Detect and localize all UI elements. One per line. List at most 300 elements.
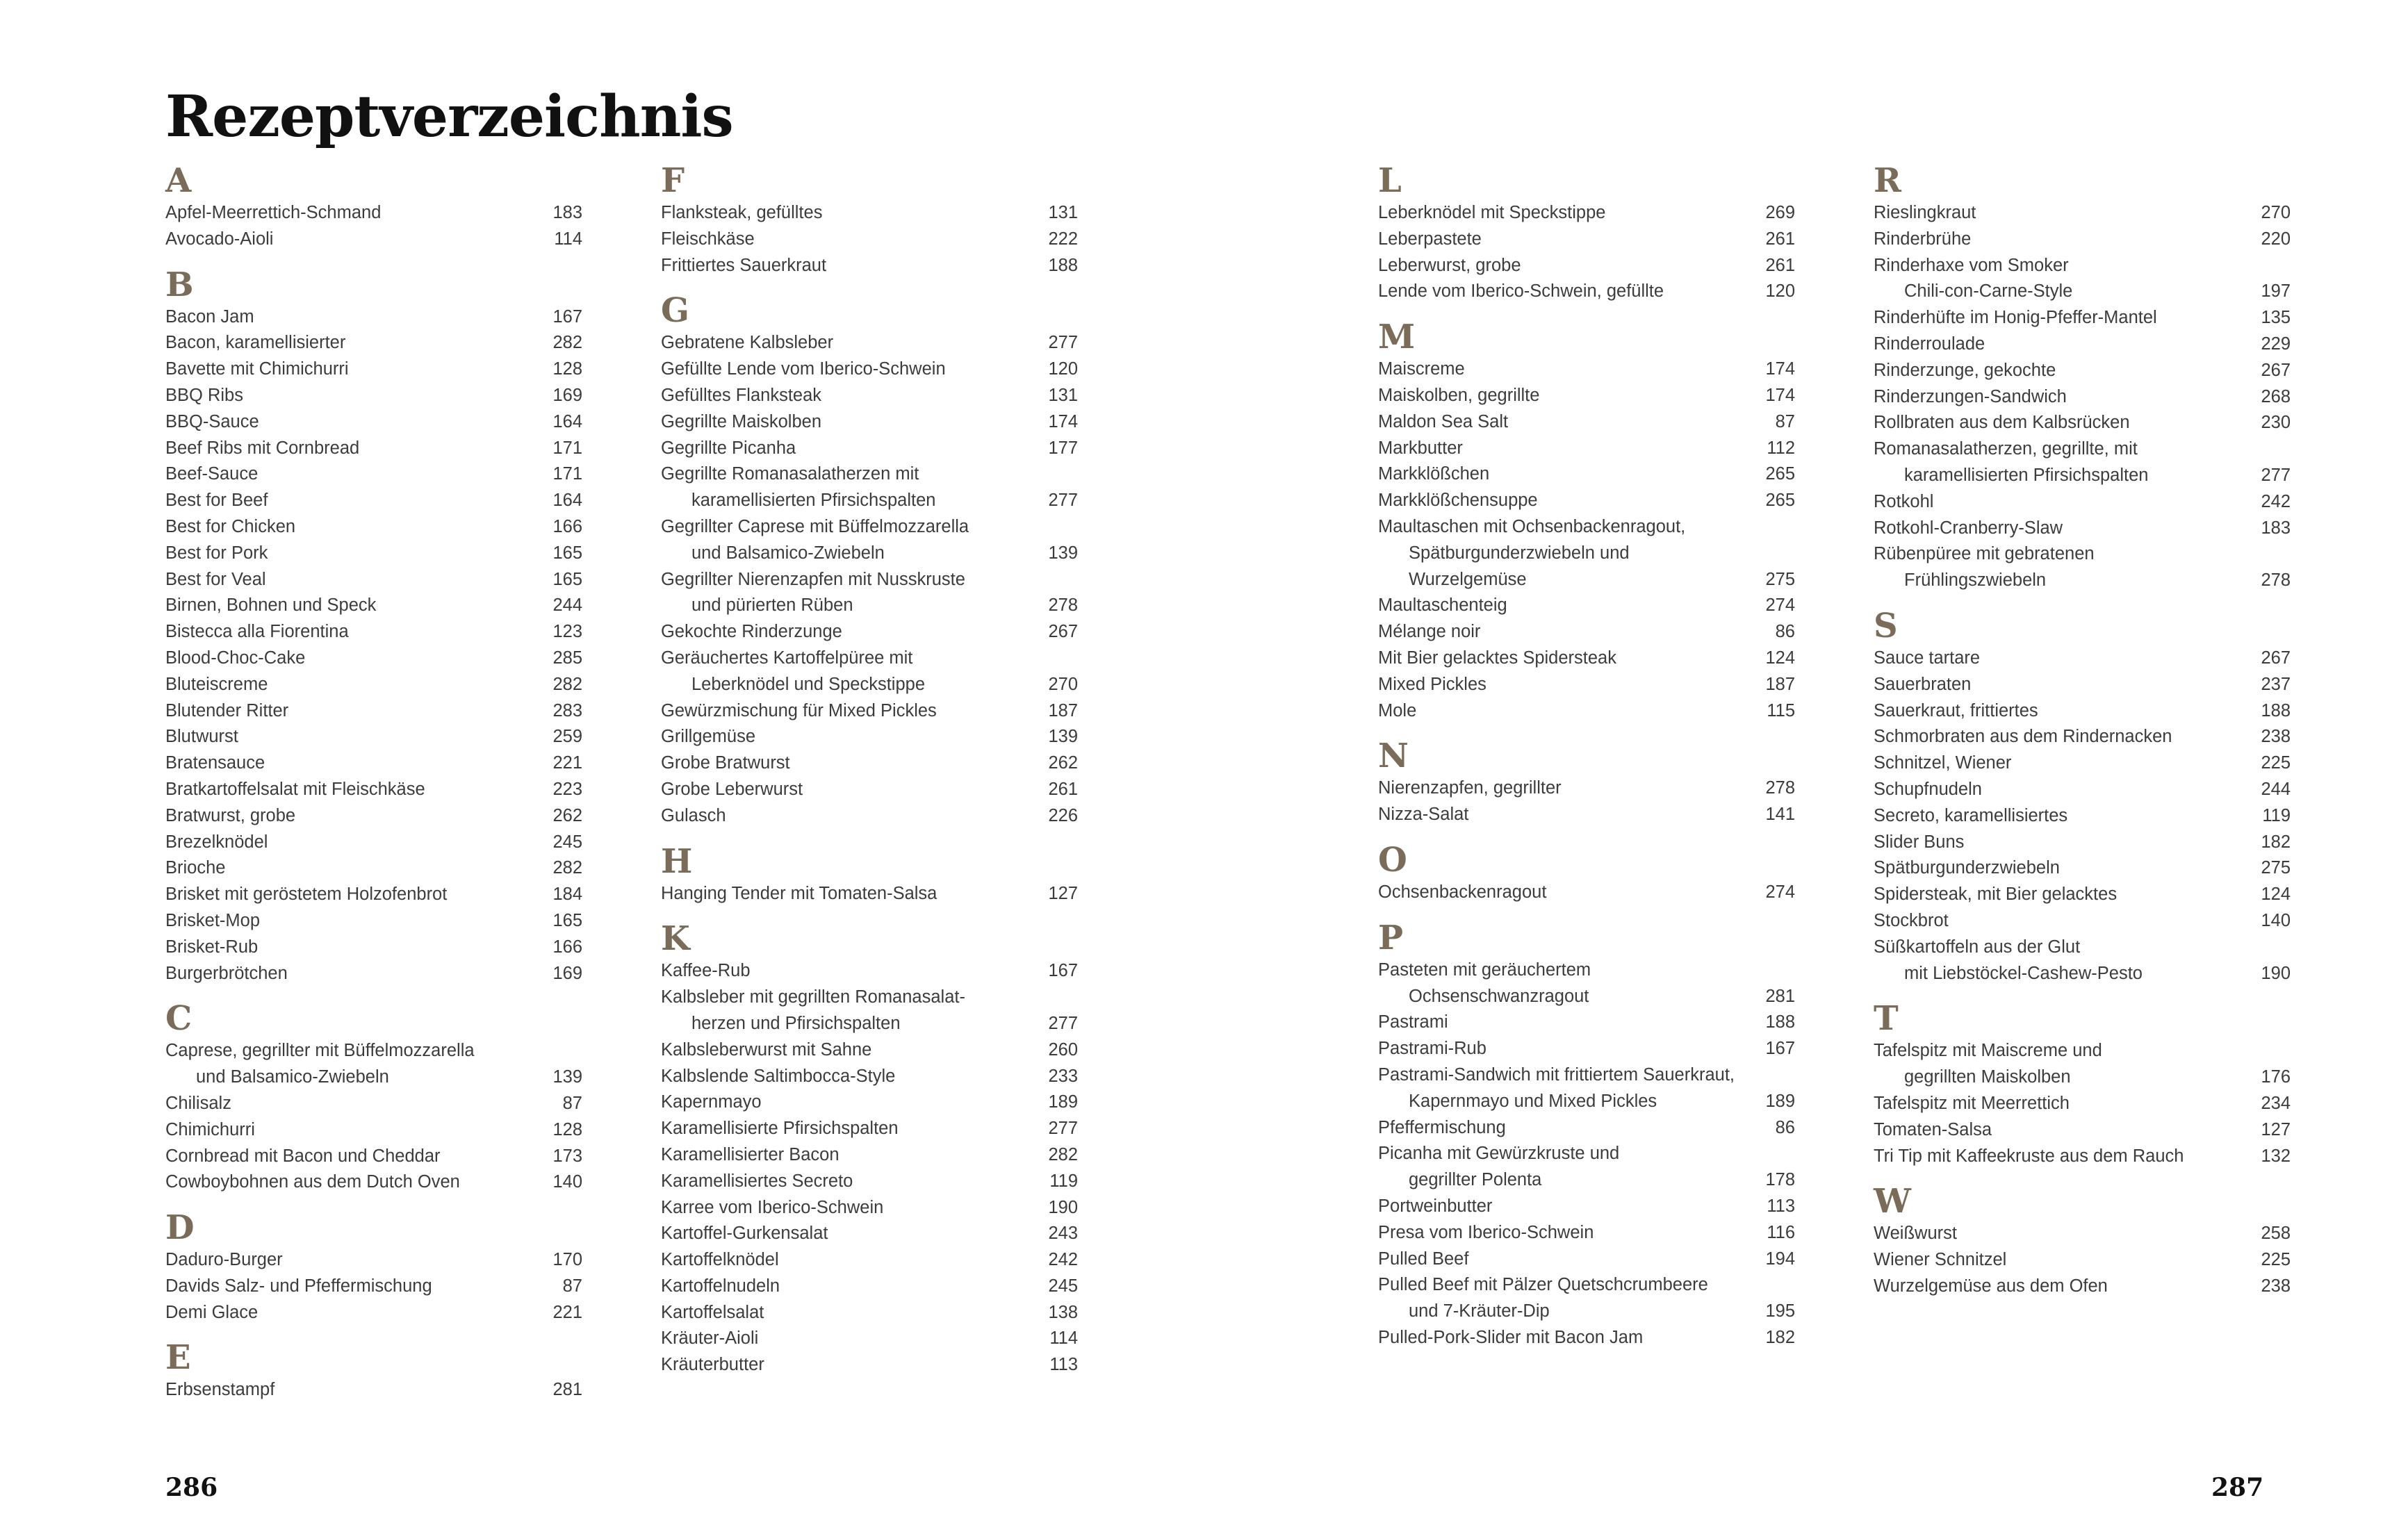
entry-title-continuation: mit Liebstöckel-Cashew-Pesto xyxy=(1904,963,2143,983)
entry-title xyxy=(1874,331,2247,358)
entry-title-line: Rollbraten aus dem Kalbsrücken xyxy=(1874,413,2130,433)
entry-page-number: 87 xyxy=(562,1276,582,1296)
index-entry xyxy=(1874,672,2291,698)
index-entry xyxy=(1378,279,1795,305)
entry-page-number: 119 xyxy=(1049,1171,1078,1191)
index-entry xyxy=(165,698,582,725)
entry-title-line: Demi Glace xyxy=(165,1302,259,1322)
entry-title-line: Pfeffermischung xyxy=(1378,1117,1506,1137)
entry-title xyxy=(165,226,540,253)
entry-title-line: Pastrami-Sandwich mit frittiertem Sauerkraut, xyxy=(1378,1064,1735,1085)
index-column-1 xyxy=(165,161,582,1403)
entry-page-number: 177 xyxy=(1048,438,1078,458)
index-entry xyxy=(1874,1144,2291,1170)
index-entry xyxy=(1874,436,2291,489)
entry-page-number: 141 xyxy=(1765,805,1795,825)
entry-title xyxy=(661,436,1034,462)
entry-title xyxy=(165,750,539,777)
entry-title-line: Romanasalatherzen, gegrillte, mit xyxy=(1874,439,2138,459)
section-letter: W xyxy=(1874,1182,1911,1221)
index-entry xyxy=(1874,750,2291,777)
section-letter: H xyxy=(661,841,693,881)
entry-title-line: Wurzelgemüse aus dem Ofen xyxy=(1874,1276,2108,1296)
index-entry xyxy=(165,567,582,593)
entry-title xyxy=(1378,957,1751,1010)
index-entry xyxy=(1874,331,2291,358)
entry-page-number: 244 xyxy=(2261,779,2291,799)
entry-title xyxy=(165,619,539,645)
entry-title xyxy=(165,1169,539,1196)
index-entry xyxy=(1874,1274,2291,1300)
entry-title xyxy=(1874,541,2247,594)
entry-title xyxy=(1874,253,2247,306)
entry-title-line: Gefüllte Lende vom Iberico-Schwein xyxy=(661,359,946,379)
section-letter: R xyxy=(1874,161,1901,200)
index-entry xyxy=(1378,698,1795,725)
entry-title-line: Maultaschenteig xyxy=(1378,595,1507,616)
index-entry xyxy=(661,1089,1078,1116)
index-entry xyxy=(1874,200,2291,226)
entry-page-number: 173 xyxy=(552,1146,582,1166)
entry-page-number: 127 xyxy=(1048,883,1078,903)
entry-page-number: 242 xyxy=(1048,1250,1078,1270)
entry-title xyxy=(661,514,1034,567)
index-entry xyxy=(1874,1117,2291,1144)
entry-page-number: 119 xyxy=(2262,805,2291,825)
entry-title xyxy=(165,1300,539,1326)
entry-title xyxy=(165,1117,539,1144)
index-section xyxy=(165,1208,582,1326)
entry-title-line: Pasteten mit geräuchertem xyxy=(1378,959,1591,980)
section-letter: B xyxy=(165,265,194,304)
index-entry xyxy=(1874,830,2291,856)
entry-title-line: Gegrillte Romanasalatherzen mit xyxy=(661,464,919,484)
entry-title-line: Karree vom Iberico-Schwein xyxy=(661,1197,884,1217)
entry-title xyxy=(1378,409,1762,436)
index-entry xyxy=(1378,1141,1795,1194)
index-entry xyxy=(165,1247,582,1274)
index-entry xyxy=(1874,541,2291,594)
index-entry xyxy=(1874,1038,2291,1091)
entry-page-number: 194 xyxy=(1765,1249,1795,1269)
entry-page-number: 139 xyxy=(1048,727,1078,747)
section-letter: E xyxy=(165,1338,191,1378)
entry-title-line: Rinderzunge, gekochte xyxy=(1874,360,2056,380)
entry-title xyxy=(165,304,539,331)
section-letter: D xyxy=(165,1208,195,1248)
entry-page-number: 245 xyxy=(552,832,582,852)
entry-page-number: 277 xyxy=(1048,333,1078,353)
entry-page-number: 220 xyxy=(2261,229,2291,249)
entry-page-number: 229 xyxy=(2261,333,2291,354)
index-entry xyxy=(165,541,582,567)
entry-title xyxy=(661,1300,1034,1326)
entry-page-number: 113 xyxy=(1767,1196,1795,1216)
entry-page-number: 245 xyxy=(1048,1276,1078,1296)
entry-title xyxy=(1378,1062,1751,1115)
entry-title-line: Rinderroulade xyxy=(1874,333,1985,354)
index-entry xyxy=(1874,1091,2291,1117)
entry-title-continuation: karamellisierten Pfirsichspalten xyxy=(1904,465,2149,485)
entry-page-number: 131 xyxy=(1048,203,1078,222)
entry-title-line: Gekochte Rinderzunge xyxy=(661,622,842,642)
entry-title xyxy=(1378,1246,1751,1273)
index-entry xyxy=(661,645,1078,698)
entry-title xyxy=(661,226,1034,253)
entry-title xyxy=(1874,698,2247,725)
entry-title-line: Schnitzel, Wiener xyxy=(1874,753,2012,773)
index-entry xyxy=(165,724,582,750)
entry-title-line: Sauce tartare xyxy=(1874,648,1981,668)
entry-title xyxy=(661,461,1034,514)
entry-title xyxy=(1874,516,2247,542)
entry-title-continuation: und pürierten Rüben xyxy=(691,595,853,616)
entry-title xyxy=(661,750,1034,777)
entry-page-number: 277 xyxy=(2261,465,2291,485)
index-entry xyxy=(165,436,582,462)
index-entry xyxy=(661,409,1078,436)
entry-title-line: Gulasch xyxy=(661,805,726,825)
entry-title-line: Chimichurri xyxy=(165,1119,255,1139)
entry-title xyxy=(1378,672,1751,698)
entry-page-number: 165 xyxy=(552,569,582,589)
entry-page-number: 285 xyxy=(552,648,582,668)
entry-page-number: 278 xyxy=(2261,570,2291,591)
entry-title xyxy=(165,1091,549,1117)
entry-title-line: Rinderhüfte im Honig-Pfeffer-Mantel xyxy=(1874,308,2157,328)
index-entry xyxy=(1874,855,2291,882)
entry-page-number: 195 xyxy=(1765,1301,1795,1321)
section-letter: N xyxy=(1378,736,1409,776)
entry-page-number: 167 xyxy=(1765,1039,1795,1059)
entry-title-line: Schupfnudeln xyxy=(1874,779,1982,799)
section-letter: G xyxy=(661,291,689,331)
entry-title-line: Markklößchensuppe xyxy=(1378,491,1538,511)
index-section xyxy=(1378,841,1795,906)
entry-title-line: Tri Tip mit Kaffeekruste aus dem Rauch xyxy=(1874,1146,2184,1166)
entry-page-number: 114 xyxy=(554,229,582,249)
entry-title xyxy=(165,934,539,961)
entry-page-number: 267 xyxy=(1048,622,1078,642)
entry-page-number: 188 xyxy=(2261,700,2291,720)
entry-title-line: Gebratene Kalbsleber xyxy=(661,333,834,353)
entry-page-number: 166 xyxy=(552,516,582,536)
entry-page-number: 165 xyxy=(552,910,582,930)
entry-title xyxy=(661,1116,1034,1142)
entry-title-line: Nizza-Salat xyxy=(1378,805,1469,825)
index-entry xyxy=(165,908,582,934)
entry-page-number: 261 xyxy=(1765,229,1795,249)
index-entry xyxy=(661,803,1078,830)
entry-title xyxy=(165,1274,549,1300)
entry-title xyxy=(1378,1141,1751,1194)
entry-title xyxy=(1378,253,1751,279)
entry-title xyxy=(1874,1144,2247,1170)
index-entry xyxy=(661,200,1078,226)
entry-page-number: 238 xyxy=(2261,1276,2291,1296)
index-entry xyxy=(165,830,582,856)
entry-title-line: Spidersteak, mit Bier gelacktes xyxy=(1874,884,2118,905)
entry-page-number: 274 xyxy=(1765,595,1795,616)
entry-title-line: Davids Salz- und Pfeffermischung xyxy=(165,1276,432,1296)
entry-title xyxy=(165,724,539,750)
entry-title-line: Flanksteak, gefülltes xyxy=(661,203,823,222)
index-entry xyxy=(661,985,1078,1037)
entry-title-line: Presa vom Iberico-Schwein xyxy=(1378,1222,1594,1242)
page-title: Rezeptverzeichnis xyxy=(165,83,733,150)
entry-page-number: 87 xyxy=(1775,411,1795,431)
section-letter: T xyxy=(1874,999,1899,1039)
section-letter: S xyxy=(1874,606,1898,645)
entry-title xyxy=(661,1064,1034,1090)
entry-page-number: 265 xyxy=(1765,491,1795,511)
entry-title-line: Grobe Leberwurst xyxy=(661,779,803,799)
entry-title-line: Best for Pork xyxy=(165,543,268,563)
entry-title xyxy=(661,1169,1035,1195)
entry-title-continuation: herzen und Pfirsichspalten xyxy=(691,1013,901,1033)
entry-page-number: 238 xyxy=(2261,727,2291,747)
entry-title-continuation: karamellisierten Pfirsichspalten xyxy=(691,491,936,511)
entry-page-number: 221 xyxy=(552,1302,582,1322)
entry-title-line: Brisket mit geröstetem Holzofenbrot xyxy=(165,884,448,905)
entry-page-number: 189 xyxy=(1765,1091,1795,1111)
entry-title-line: Pulled-Pork-Slider mit Bacon Jam xyxy=(1378,1327,1644,1347)
entry-page-number: 197 xyxy=(2261,281,2291,302)
index-entry xyxy=(1874,1247,2291,1274)
entry-title-line: Beef-Sauce xyxy=(165,464,259,484)
entry-title xyxy=(165,356,539,383)
index-entry xyxy=(165,514,582,541)
entry-page-number: 188 xyxy=(1048,255,1078,275)
entry-title-line: Tomaten-Salsa xyxy=(1874,1119,1992,1139)
entry-title-continuation: und Balsamico-Zwiebeln xyxy=(691,543,885,563)
entry-title-continuation: Ochsenschwanzragout xyxy=(1409,986,1589,1006)
entry-title xyxy=(661,881,1034,907)
entry-title-line: Gefülltes Flanksteak xyxy=(661,385,822,405)
entry-title xyxy=(1874,855,2247,882)
index-entry xyxy=(1378,200,1795,226)
index-section xyxy=(165,161,582,253)
entry-title xyxy=(165,961,539,987)
index-entry xyxy=(1378,802,1795,828)
entry-page-number: 277 xyxy=(1048,491,1078,511)
entry-title xyxy=(165,330,539,356)
index-entry xyxy=(165,777,582,803)
entry-page-number: 86 xyxy=(1775,622,1795,642)
index-entry xyxy=(165,855,582,882)
entry-title-continuation: und 7-Kräuter-Dip xyxy=(1409,1301,1550,1321)
entry-title-line: Rieslingkraut xyxy=(1874,203,1976,222)
section-letter: F xyxy=(661,161,685,200)
entry-page-number: 167 xyxy=(552,306,582,327)
index-entry xyxy=(661,724,1078,750)
entry-title xyxy=(165,908,539,934)
index-entry xyxy=(661,330,1078,356)
index-entry xyxy=(165,593,582,619)
index-entry xyxy=(1378,409,1795,436)
entry-title xyxy=(1378,383,1751,409)
index-column-3 xyxy=(1378,161,1795,1351)
index-entry xyxy=(661,1221,1078,1247)
entry-page-number: 183 xyxy=(552,203,582,222)
entry-page-number: 115 xyxy=(1767,700,1795,720)
entry-title xyxy=(661,777,1034,803)
entry-title xyxy=(1874,358,2247,384)
index-entry xyxy=(1378,645,1795,672)
entry-title xyxy=(1874,384,2247,411)
entry-title xyxy=(1874,672,2247,698)
entry-title xyxy=(1378,593,1751,619)
entry-title xyxy=(165,855,539,882)
entry-title-continuation: Chili-con-Carne-Style xyxy=(1904,281,2073,302)
entry-title xyxy=(1874,803,2248,830)
index-entry xyxy=(1874,305,2291,331)
index-entry xyxy=(165,330,582,356)
entry-page-number: 226 xyxy=(1048,805,1078,825)
entry-title-line: Spätburgunderzwiebeln xyxy=(1874,858,2060,878)
entry-title-line: Blutender Ritter xyxy=(165,700,289,720)
entry-page-number: 184 xyxy=(552,884,582,905)
entry-title-line: Rotkohl-Cranberry-Slaw xyxy=(1874,518,2063,538)
entry-title xyxy=(1378,488,1751,514)
index-entry xyxy=(1874,882,2291,908)
entry-title xyxy=(1874,305,2247,331)
page-number-right: 287 xyxy=(2211,1473,2264,1502)
entry-page-number: 275 xyxy=(2261,858,2291,878)
entry-title-line: Kräuterbutter xyxy=(661,1355,764,1375)
index-entry xyxy=(1874,516,2291,542)
index-section xyxy=(165,265,582,987)
entry-title-line: Maiscreme xyxy=(1378,359,1465,379)
entry-title-line: Kalbslende Saltimbocca-Style xyxy=(661,1066,896,1086)
entry-title-line: Maldon Sea Salt xyxy=(1378,411,1509,431)
index-section xyxy=(661,842,1078,907)
index-entry xyxy=(165,383,582,409)
entry-title-line: Gegrillter Caprese mit Büffelmozzarella xyxy=(661,516,969,536)
entry-title xyxy=(661,330,1034,356)
entry-title xyxy=(661,1247,1034,1274)
entry-page-number: 233 xyxy=(1048,1066,1078,1086)
entry-title xyxy=(661,200,1034,226)
entry-title-line: Best for Chicken xyxy=(165,516,296,536)
entry-title-line: Gegrillter Nierenzapfen mit Nusskruste xyxy=(661,569,965,589)
entry-title xyxy=(1874,908,2247,934)
index-entry xyxy=(1378,619,1795,645)
index-entry xyxy=(1874,724,2291,750)
index-entry xyxy=(661,226,1078,253)
entry-title xyxy=(165,461,539,488)
entry-title-line: BBQ Ribs xyxy=(165,385,243,405)
entry-title-line: Rinderhaxe vom Smoker xyxy=(1874,255,2069,275)
entry-title-line: Best for Beef xyxy=(165,491,268,511)
index-section xyxy=(165,1338,582,1403)
entry-title xyxy=(165,1144,539,1170)
entry-title xyxy=(165,593,539,619)
entry-page-number: 120 xyxy=(1048,359,1078,379)
entry-title xyxy=(661,1326,1035,1352)
index-entry xyxy=(1378,1062,1795,1115)
entry-page-number: 123 xyxy=(552,622,582,642)
entry-title-line: Markbutter xyxy=(1378,438,1463,458)
index-entry xyxy=(165,750,582,777)
entry-page-number: 260 xyxy=(1048,1039,1078,1060)
index-entry xyxy=(1874,803,2291,830)
index-entry xyxy=(165,1274,582,1300)
entry-page-number: 139 xyxy=(552,1067,582,1087)
entry-page-number: 132 xyxy=(2261,1146,2291,1166)
entry-page-number: 164 xyxy=(552,411,582,431)
entry-title xyxy=(661,698,1034,725)
entry-title-line: Blutwurst xyxy=(165,727,238,747)
entry-title-line: Beef Ribs mit Cornbread xyxy=(165,438,360,458)
entry-title xyxy=(165,698,539,725)
entry-title-line: Fleischkäse xyxy=(661,229,755,249)
entry-title-line: Pulled Beef mit Pälzer Quetschcrumbeere xyxy=(1378,1275,1708,1295)
index-section xyxy=(1378,919,1795,1351)
index-entry xyxy=(661,958,1078,985)
entry-page-number: 282 xyxy=(552,674,582,694)
index-entry xyxy=(661,567,1078,620)
entry-page-number: 282 xyxy=(552,333,582,353)
index-entry xyxy=(1378,957,1795,1010)
entry-title xyxy=(165,200,539,226)
entry-title xyxy=(165,672,539,698)
entry-page-number: 169 xyxy=(552,385,582,405)
entry-title-line: Gegrillte Picanha xyxy=(661,438,796,458)
entry-title xyxy=(1874,436,2247,489)
entry-page-number: 221 xyxy=(552,753,582,773)
entry-title xyxy=(1874,934,2247,987)
index-section xyxy=(661,161,1078,279)
entry-title xyxy=(1874,645,2247,672)
entry-title xyxy=(1378,698,1753,725)
entry-title-line: Slider Buns xyxy=(1874,832,1965,852)
index-entry xyxy=(1378,253,1795,279)
entry-title-line: Mélange noir xyxy=(1378,622,1481,642)
entry-page-number: 169 xyxy=(552,963,582,983)
entry-title xyxy=(1874,1247,2247,1274)
entry-title xyxy=(661,1037,1034,1064)
entry-page-number: 267 xyxy=(2261,360,2291,380)
index-entry xyxy=(1378,514,1795,593)
entry-title xyxy=(1874,200,2247,226)
entry-title xyxy=(1874,1038,2247,1091)
entry-title-line: Brisket-Rub xyxy=(165,937,259,957)
entry-title xyxy=(1378,1220,1753,1246)
entry-title xyxy=(661,383,1034,409)
index-entry xyxy=(165,1377,582,1403)
index-entry xyxy=(661,1195,1078,1221)
entry-page-number: 167 xyxy=(1048,961,1078,981)
entry-title-line: Erbsenstampf xyxy=(165,1380,275,1400)
index-entry xyxy=(165,304,582,331)
index-entry xyxy=(1874,358,2291,384)
entry-page-number: 225 xyxy=(2261,1250,2291,1270)
entry-title xyxy=(1874,777,2247,803)
entry-page-number: 128 xyxy=(552,1119,582,1139)
index-entry xyxy=(165,1144,582,1170)
entry-title-line: Kaffee-Rub xyxy=(661,961,751,981)
entry-title xyxy=(661,803,1034,830)
entry-title xyxy=(1874,489,2247,516)
entry-page-number: 269 xyxy=(1765,203,1795,222)
section-letter: P xyxy=(1378,918,1404,957)
entry-title-line: Bacon Jam xyxy=(165,306,254,327)
index-entry xyxy=(661,1169,1078,1195)
index-entry xyxy=(1378,1246,1795,1273)
entry-page-number: 139 xyxy=(1048,543,1078,563)
entry-title-line: Bistecca alla Fiorentina xyxy=(165,622,349,642)
